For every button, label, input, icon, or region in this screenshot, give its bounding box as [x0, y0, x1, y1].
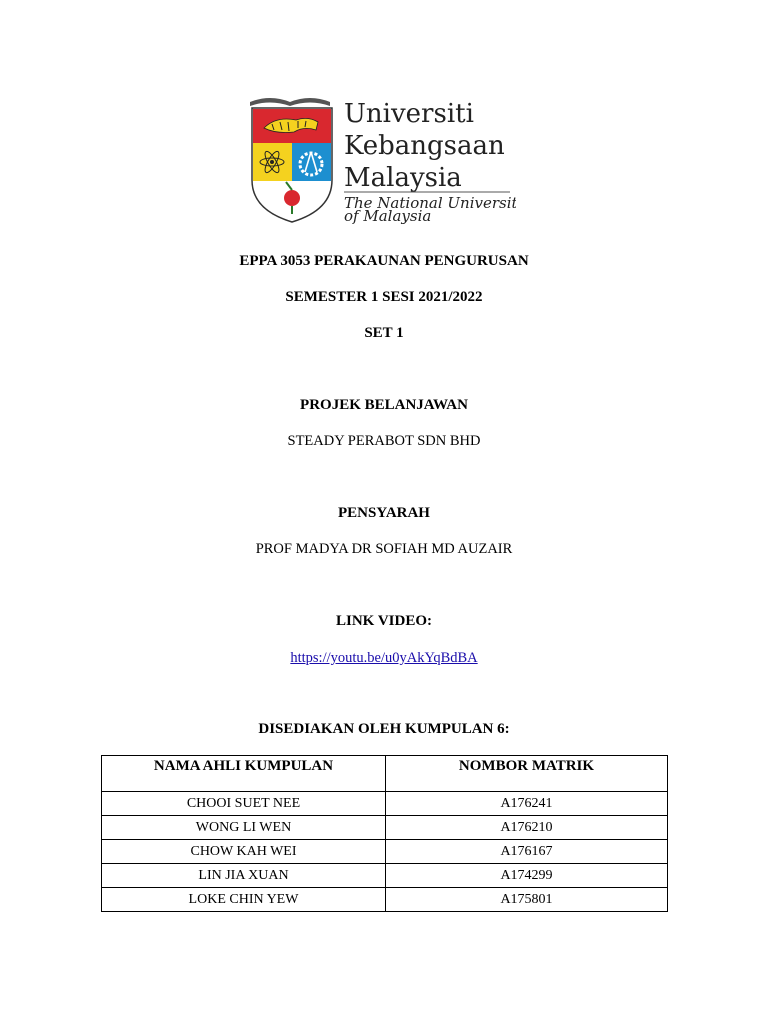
set-title: SET 1: [364, 325, 404, 341]
member-matric: A174299: [386, 864, 668, 888]
member-matric: A176167: [386, 840, 668, 864]
members-table: [101, 755, 668, 912]
logo-line-2: Kebangsaan: [344, 131, 505, 161]
video-link[interactable]: https://youtu.be/u0yAkYqBdBA: [290, 650, 478, 666]
course-title: EPPA 3053 PERAKAUNAN PENGURUSAN: [239, 253, 529, 269]
lecturer-heading: PENSYARAH: [338, 505, 430, 521]
member-matric: A176210: [386, 816, 668, 840]
logo-line-3: Malaysia: [344, 163, 462, 193]
table-row: [102, 864, 668, 888]
university-logo: [246, 94, 516, 226]
project-heading: PROJEK BELANJAWAN: [300, 397, 468, 413]
member-matric: A176241: [386, 792, 668, 816]
lecturer-name: PROF MADYA DR SOFIAH MD AUZAIR: [255, 541, 513, 557]
table-row: [102, 816, 668, 840]
logo-line-1: Universiti: [344, 99, 474, 129]
member-name: CHOOI SUET NEE: [102, 792, 386, 816]
ukm-crest-icon: [246, 94, 516, 226]
table-header-row: [102, 756, 668, 792]
logo-line-5: of Malaysia: [344, 207, 432, 225]
project-company: STEADY PERABOT SDN BHD: [287, 433, 481, 449]
table-row: [102, 840, 668, 864]
member-name: CHOW KAH WEI: [102, 840, 386, 864]
member-name: WONG LI WEN: [102, 816, 386, 840]
header-name: NAMA AHLI KUMPULAN: [102, 756, 386, 792]
table-row: [102, 888, 668, 912]
video-link-row: [0, 649, 768, 667]
member-name: LIN JIA XUAN: [102, 864, 386, 888]
header-matric: NOMBOR MATRIK: [386, 756, 668, 792]
semester-title: SEMESTER 1 SESI 2021/2022: [285, 289, 483, 305]
group-heading: DISEDIAKAN OLEH KUMPULAN 6:: [258, 721, 510, 737]
video-heading: LINK VIDEO:: [336, 613, 432, 629]
member-matric: A175801: [386, 888, 668, 912]
member-name: LOKE CHIN YEW: [102, 888, 386, 912]
logo-line-4: The National University: [344, 194, 516, 212]
table-row: [102, 792, 668, 816]
